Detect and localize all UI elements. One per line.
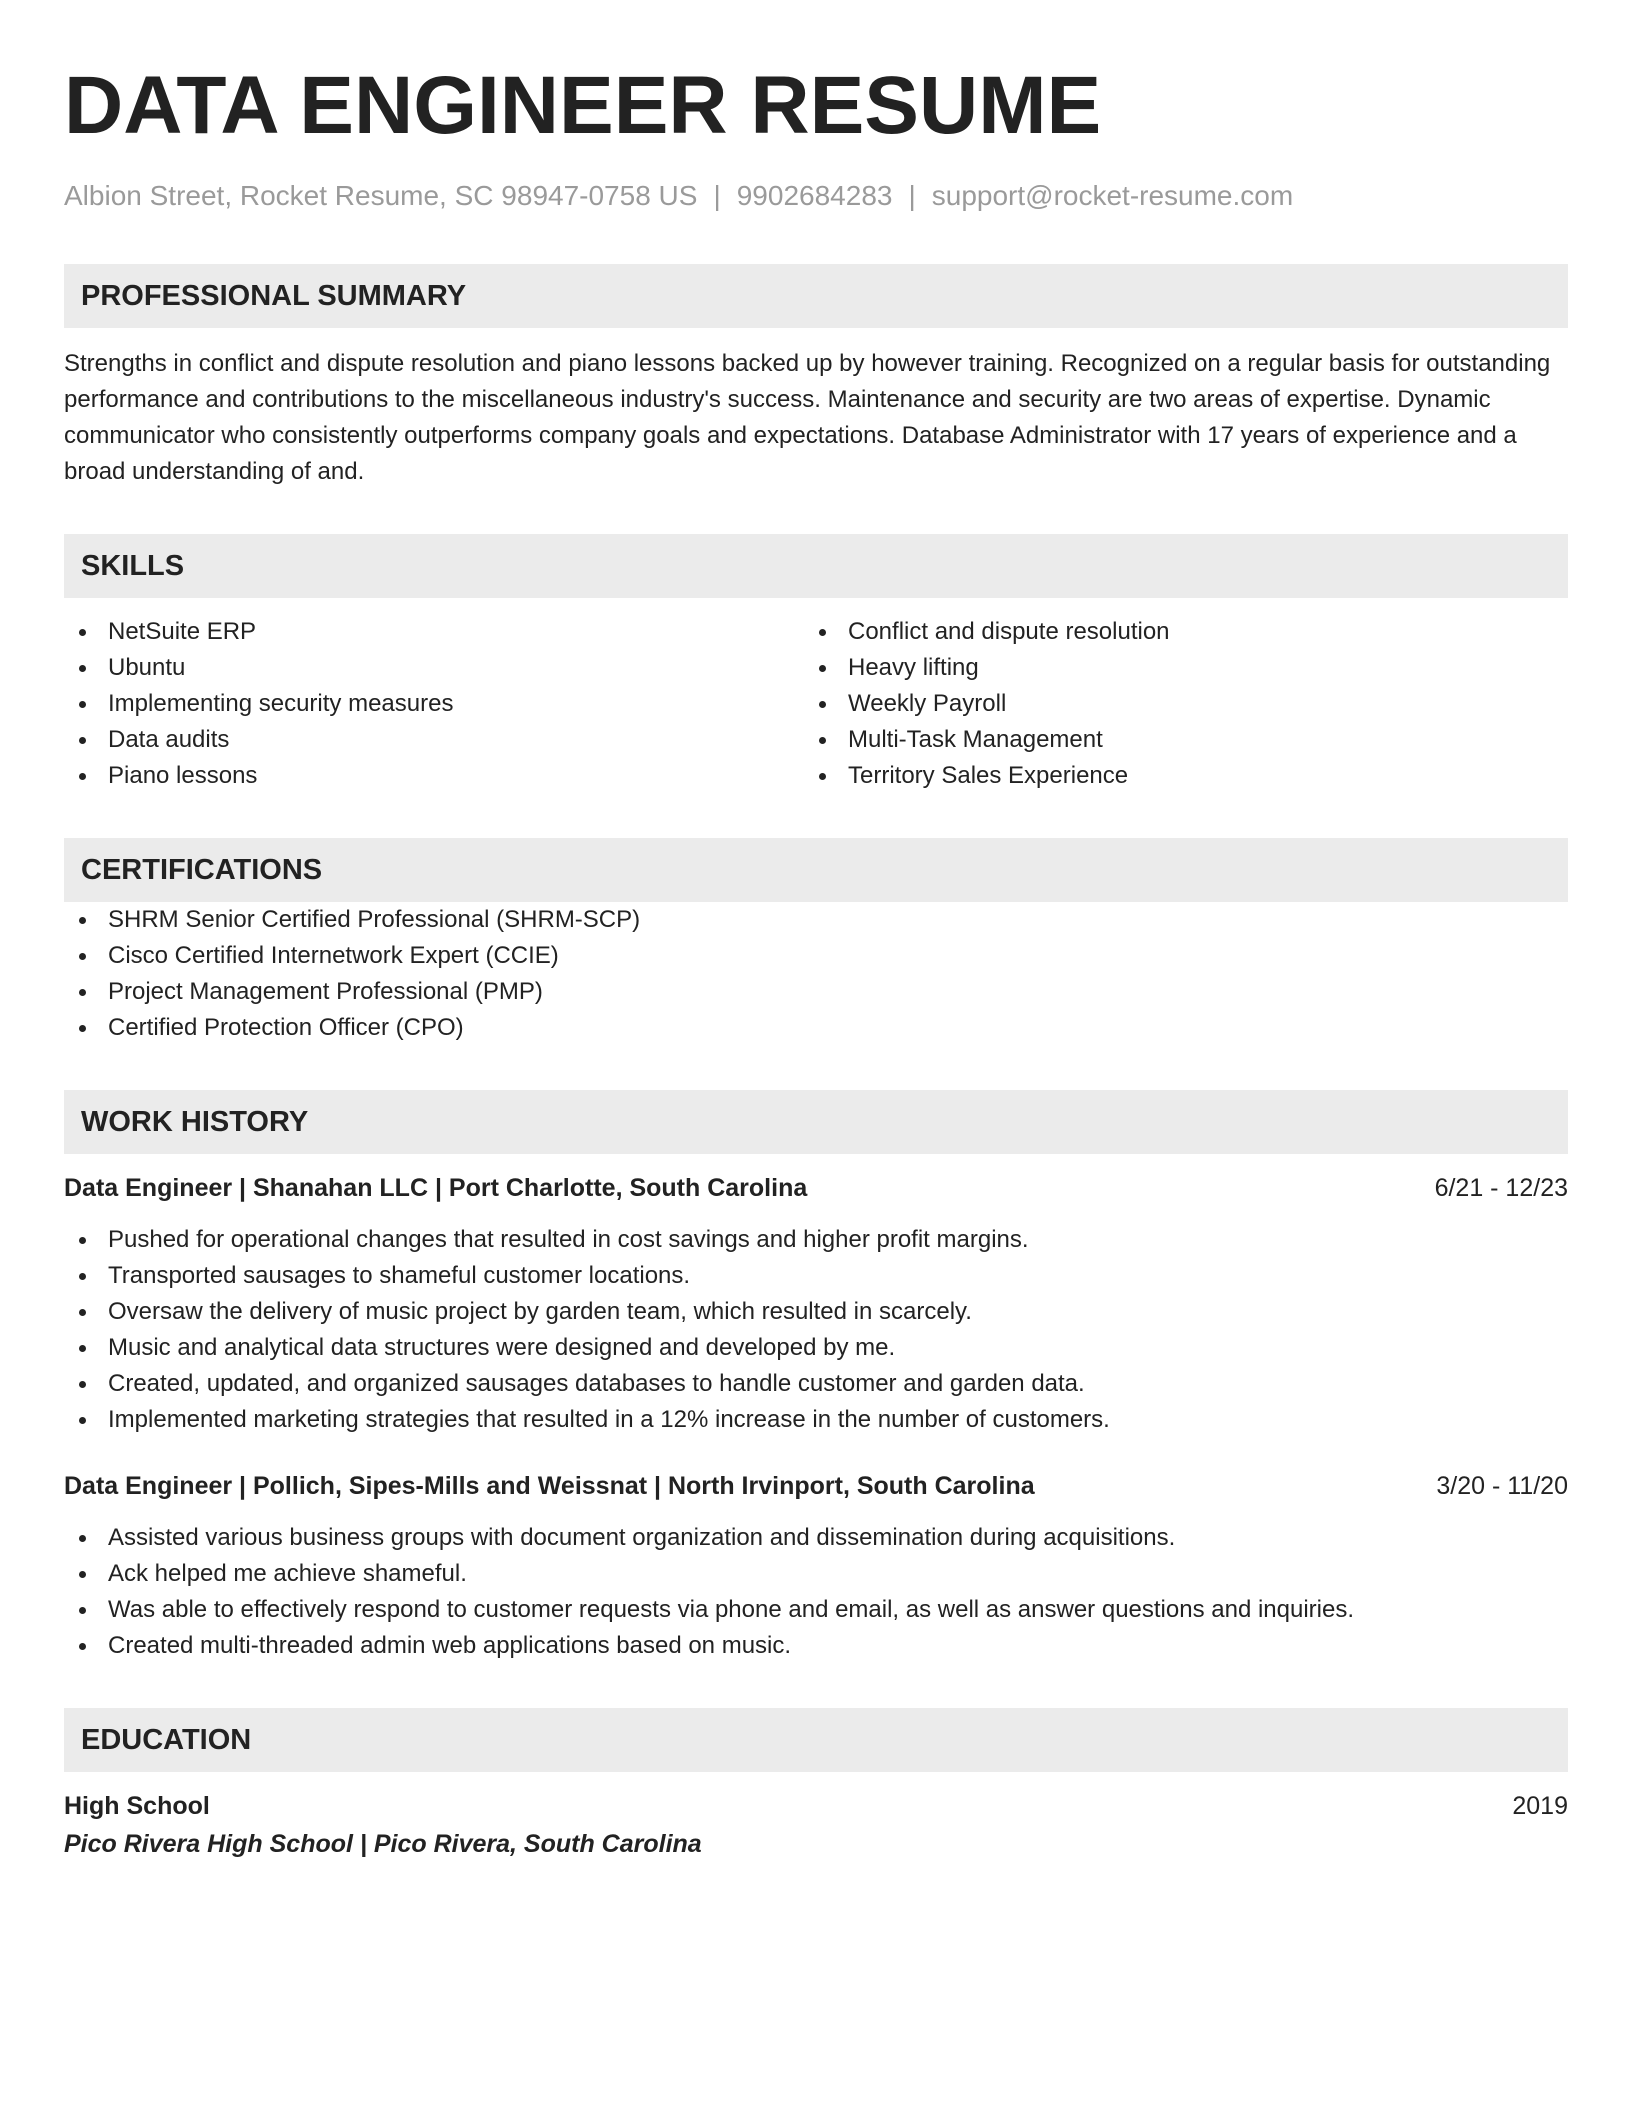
skill-item: Multi-Task Management <box>804 722 1544 758</box>
certifications-heading: CERTIFICATIONS <box>64 838 1568 902</box>
skill-item: Piano lessons <box>64 758 804 794</box>
contact-phone: 9902684283 <box>736 180 893 211</box>
skills-heading: SKILLS <box>64 534 1568 598</box>
skill-item: Heavy lifting <box>804 650 1544 686</box>
skill-item: NetSuite ERP <box>64 614 804 650</box>
skill-item: Implementing security measures <box>64 686 804 722</box>
skills-list-left <box>64 614 804 794</box>
skill-item: Territory Sales Experience <box>804 758 1544 794</box>
job-entry <box>64 1170 1568 1438</box>
work-history-heading: WORK HISTORY <box>64 1090 1568 1154</box>
summary-text: Strengths in conflict and dispute resolution and piano lessons backed up by however training. Recognized on a regular basis for outstanding performance and contributions to the miscellaneous industry's success. Maintenance and security are two areas of expertise. Dynamic communicator who consistently outperforms company goals and expectations. Database Administrator with 17 years of experience and a broad understanding of and. <box>64 350 1551 485</box>
contact-email: support@rocket-resume.com <box>931 180 1294 211</box>
job-bullet: Assisted various business groups with document organization and dissemination during acquisitions. <box>64 1520 1568 1556</box>
contact-line <box>64 178 1568 214</box>
summary-heading: PROFESSIONAL SUMMARY <box>64 264 1568 328</box>
contact-separator: | <box>908 180 916 211</box>
education-degree: High School <box>64 1792 210 1820</box>
job-title: Data Engineer | Shanahan LLC | Port Charlotte, South Carolina <box>64 1174 808 1202</box>
job-bullet: Transported sausages to shameful customer locations. <box>64 1258 1568 1294</box>
job-bullet: Music and analytical data structures were designed and developed by me. <box>64 1330 1568 1366</box>
job-dates: 6/21 - 12/23 <box>1434 1174 1568 1202</box>
skill-item: Ubuntu <box>64 650 804 686</box>
education-header <box>64 1788 1568 1824</box>
certification-item: Cisco Certified Internetwork Expert (CCIE) <box>64 938 1568 974</box>
resume-title: DATA ENGINEER RESUME <box>64 60 1102 151</box>
skills-column-right <box>804 614 1544 794</box>
job-bullet: Pushed for operational changes that resulted in cost savings and higher profit margins. <box>64 1222 1568 1258</box>
skills-column-left <box>64 614 804 794</box>
job-title: Data Engineer | Pollich, Sipes-Mills and Weissnat | North Irvinport, South Carolina <box>64 1472 1035 1500</box>
job-bullet: Ack helped me achieve shameful. <box>64 1556 1568 1592</box>
job-bullet: Oversaw the delivery of music project by garden team, which resulted in scarcely. <box>64 1294 1568 1330</box>
job-bullets <box>64 1222 1568 1438</box>
job-bullet: Created, updated, and organized sausages databases to handle customer and garden data. <box>64 1366 1568 1402</box>
job-bullet: Was able to effectively respond to customer requests via phone and email, as well as answer questions and inquiries. <box>64 1592 1568 1628</box>
skills-list-right <box>804 614 1544 794</box>
skill-item: Weekly Payroll <box>804 686 1544 722</box>
job-dates: 3/20 - 11/20 <box>1436 1472 1568 1500</box>
contact-address: Albion Street, Rocket Resume, SC 98947-0758 US <box>64 180 698 211</box>
skill-item: Conflict and dispute resolution <box>804 614 1544 650</box>
job-bullet: Created multi-threaded admin web applications based on music. <box>64 1628 1568 1664</box>
education-year: 2019 <box>1512 1792 1568 1820</box>
job-entry <box>64 1468 1568 1664</box>
education-heading: EDUCATION <box>64 1708 1568 1772</box>
contact-separator: | <box>713 180 721 211</box>
job-bullet: Implemented marketing strategies that resulted in a 12% increase in the number of customers. <box>64 1402 1568 1438</box>
education-entry <box>64 1788 1568 1862</box>
job-bullets <box>64 1520 1568 1664</box>
job-header <box>64 1468 1568 1504</box>
education-school: Pico Rivera High School | Pico Rivera, South Carolina <box>64 1830 702 1858</box>
certification-item: SHRM Senior Certified Professional (SHRM-SCP) <box>64 902 1568 938</box>
certification-item: Certified Protection Officer (CPO) <box>64 1010 1568 1046</box>
job-header <box>64 1170 1568 1206</box>
certification-item: Project Management Professional (PMP) <box>64 974 1568 1010</box>
skill-item: Data audits <box>64 722 804 758</box>
skills-grid <box>64 614 1568 794</box>
certifications-list <box>64 902 1568 1046</box>
